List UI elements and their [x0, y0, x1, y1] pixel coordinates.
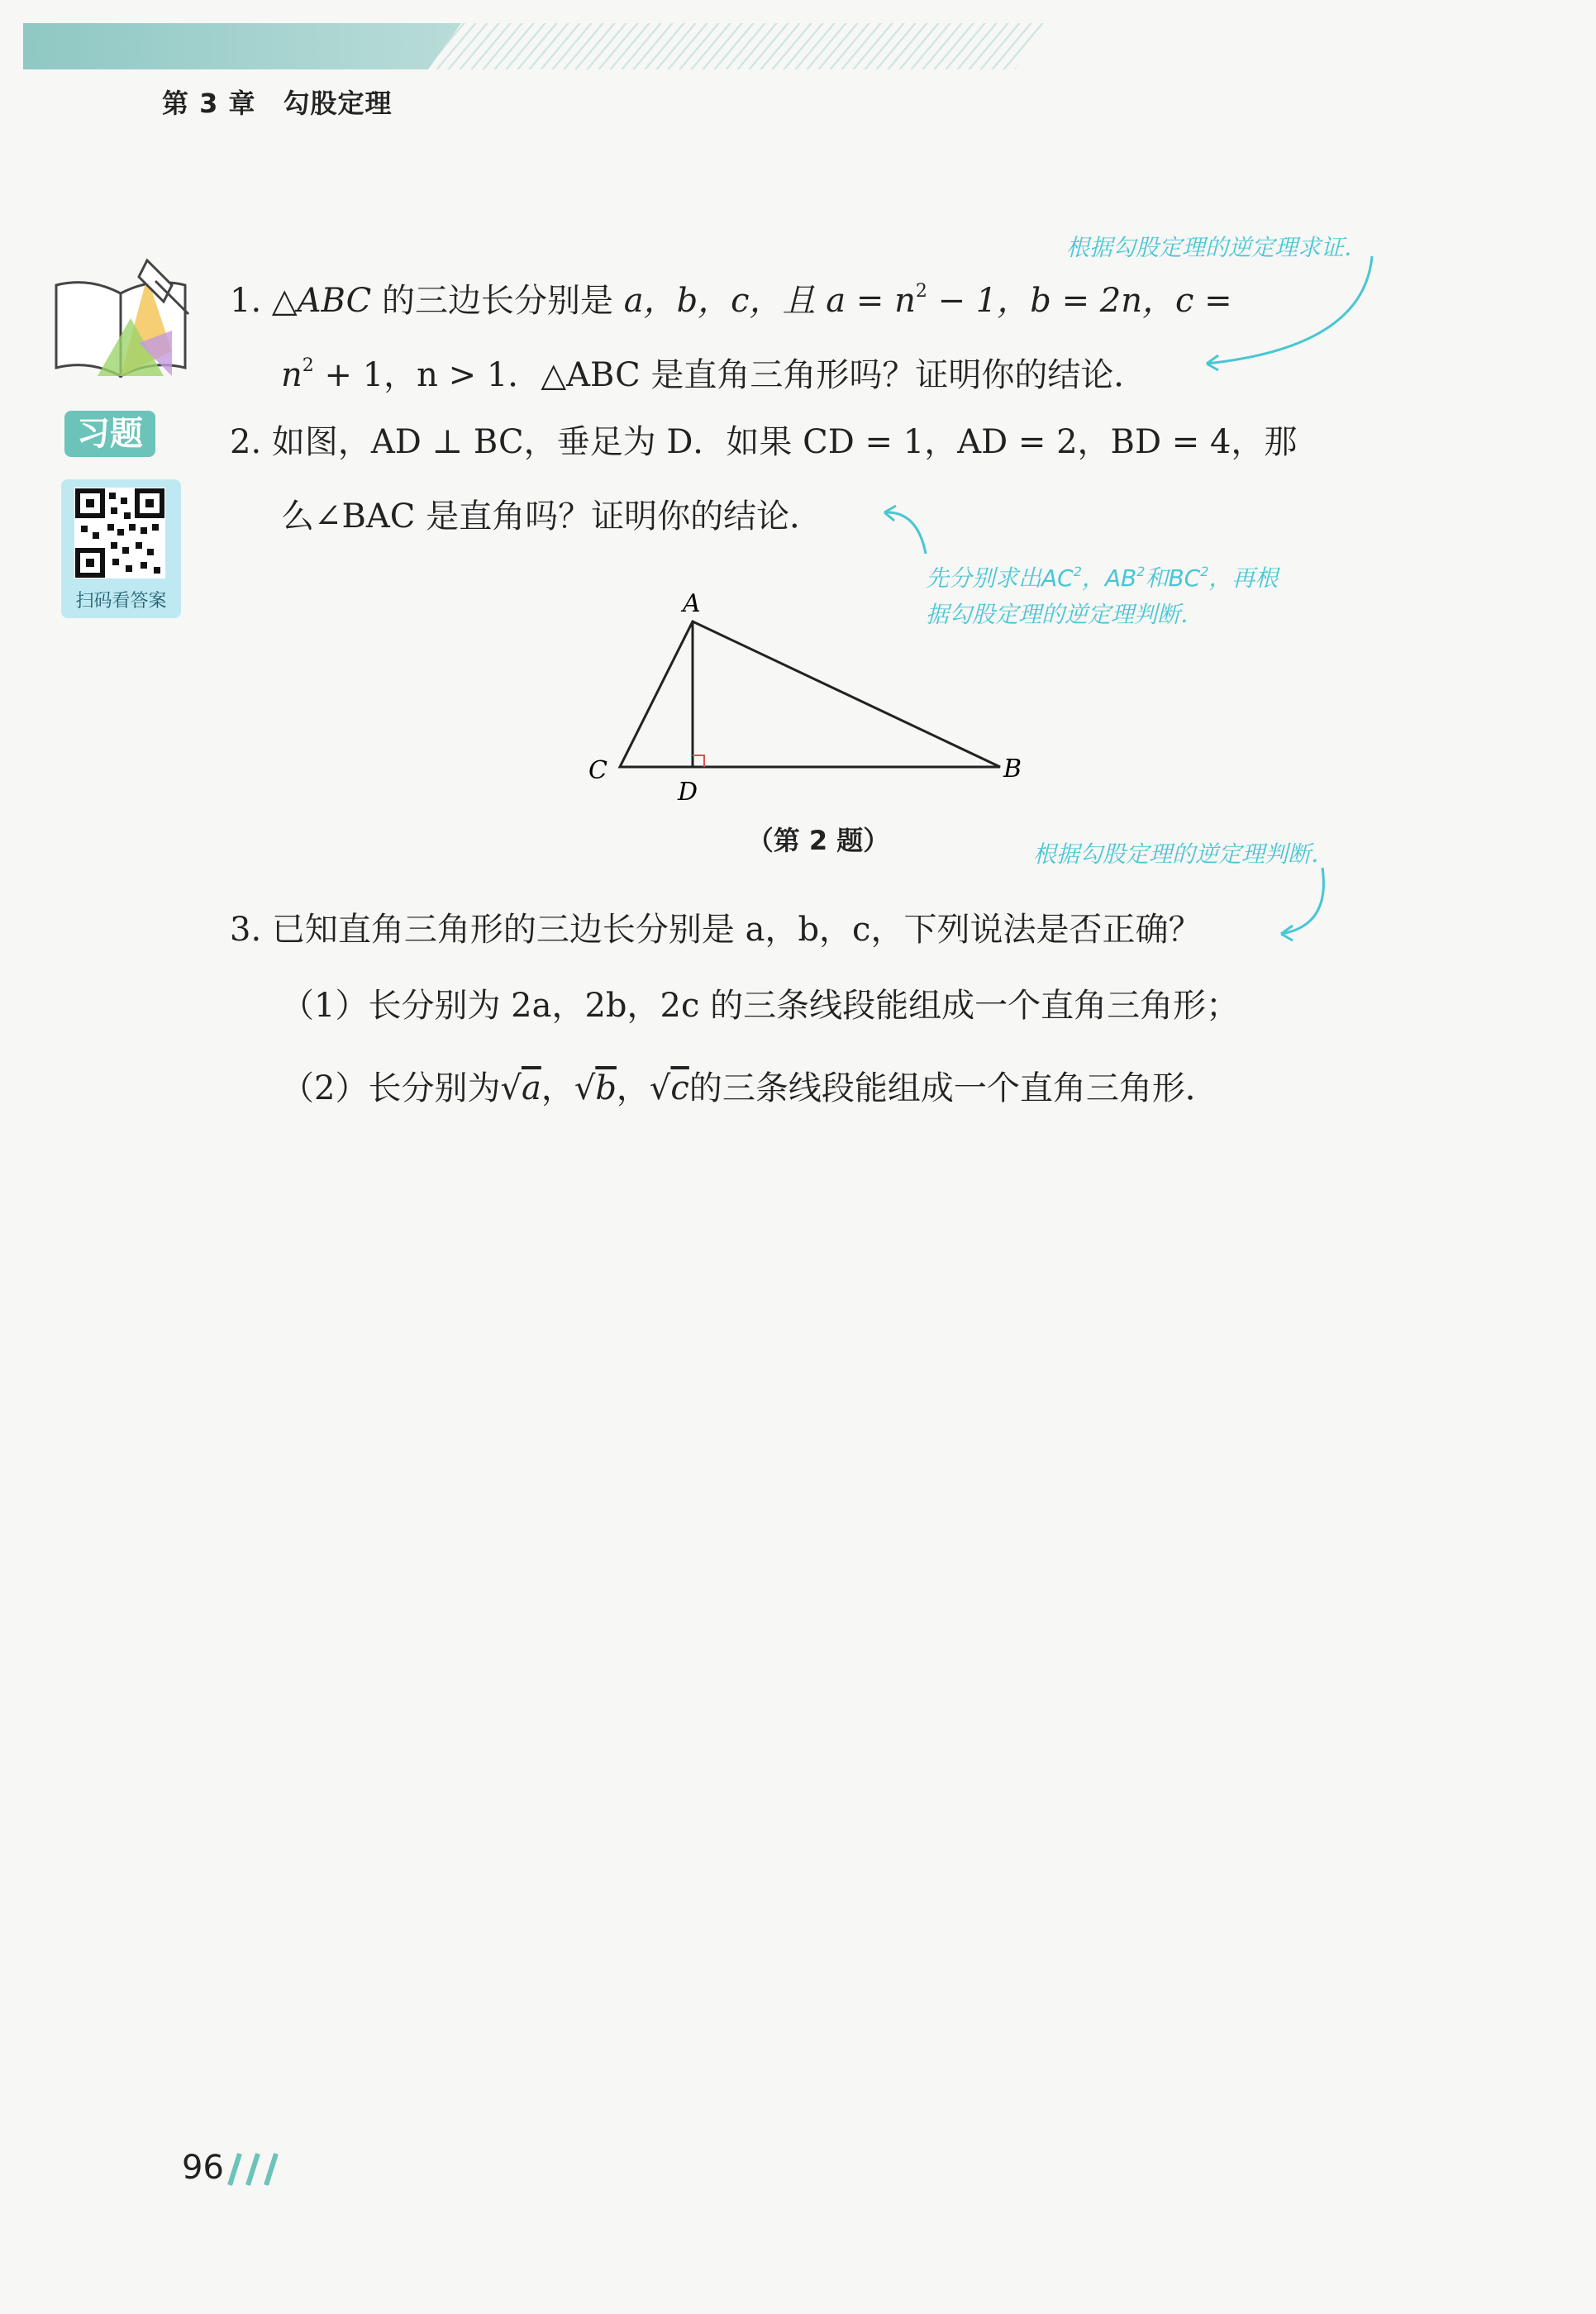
problem-2-line-1 — [230, 421, 1297, 463]
problem-3-sub-2: （2）长分别为√a，√b，√c的三条线段能组成一个直角三角形． — [281, 1069, 1218, 1107]
problem-1-text: 的三边长分别是 — [371, 282, 624, 320]
problem-1-number: 1. — [230, 282, 262, 320]
label-c: C — [588, 756, 607, 785]
label-d: D — [678, 778, 698, 807]
triangle-symbol: △ — [271, 282, 298, 320]
figure-caption: （第 2 题） — [746, 825, 890, 856]
problem-2-text: 如图，AD ⊥ BC，垂足为 D．如果 CD = 1，AD = 2，BD = 4，那 — [271, 423, 1298, 461]
exponent: 2 — [302, 355, 314, 376]
problem-1-rest: − 1，b = 2n，c = — [927, 282, 1232, 320]
problem-3-line-1 — [230, 909, 1201, 950]
exponent: 2 — [915, 281, 927, 302]
sub-2-prefix: （2）长分别为 — [281, 1069, 501, 1107]
right-angle-mark — [693, 755, 704, 767]
sqrt-b-var: b — [595, 1069, 617, 1107]
triangle-name: ABC — [297, 282, 372, 320]
problem-3-text: 已知直角三角形的三边长分别是 a，b，c，下列说法是否正确？ — [271, 911, 1202, 949]
triangle-figure — [570, 578, 1033, 810]
problem-3-hint: 根据勾股定理的逆定理判断． — [1033, 840, 1335, 868]
sqrt-a: √a — [500, 1069, 541, 1107]
hint-arrow-2 — [876, 496, 942, 562]
problem-1-vars: a，b，c，且 a = n — [623, 282, 916, 320]
problem-2-number: 2. — [230, 423, 262, 461]
sqrt-a-var: a — [521, 1069, 541, 1107]
exponent: 2 — [1136, 564, 1146, 579]
hint-part: ，AB — [1081, 564, 1137, 592]
qr-code-icon[interactable] — [74, 488, 165, 578]
label-b: B — [1003, 755, 1022, 783]
page-number-decoration — [225, 2150, 291, 2188]
problem-1-line-2 — [281, 345, 1146, 396]
problem-1-line-1 — [230, 271, 1232, 321]
sqrt-c-var: c — [670, 1069, 689, 1107]
triangle-abc — [620, 621, 1000, 767]
book-icon — [48, 252, 197, 384]
problem-1-line-2-text: + 1，n > 1．△ABC 是直角三角形吗？证明你的结论． — [313, 356, 1147, 394]
var-n: n — [281, 356, 303, 394]
page-number: 96 — [182, 2149, 224, 2187]
problem-3-number: 3. — [230, 911, 262, 949]
exponent: 2 — [1200, 564, 1209, 579]
hint-arrow-1 — [1190, 248, 1405, 372]
hint-part: 先分别求出AC — [926, 564, 1074, 592]
exponent: 2 — [1073, 564, 1082, 579]
problem-3-sub-1: （1）长分别为 2a，2b，2c 的三条线段能组成一个直角三角形； — [281, 987, 1240, 1025]
sub-2-suffix: 的三条线段能组成一个直角三角形． — [688, 1069, 1218, 1107]
exercise-tag: 习题 — [64, 411, 155, 457]
sqrt-b: √b — [574, 1069, 617, 1107]
hint-part: ，再根 — [1208, 564, 1279, 592]
problem-2-line-2: 么∠BAC 是直角吗？证明你的结论． — [281, 498, 823, 536]
header-band — [23, 23, 1577, 69]
sqrt-c: √c — [649, 1069, 689, 1107]
chapter-title: 第 3 章 勾股定理 — [162, 88, 393, 119]
label-a: A — [683, 589, 701, 618]
hint-arrow-3 — [1273, 859, 1372, 942]
problem-1-hint: 根据勾股定理的逆定理求证． — [1066, 234, 1368, 261]
hint-part: 和BC — [1145, 564, 1201, 592]
qr-caption: 扫码看答案 — [75, 591, 167, 612]
qr-block[interactable] — [61, 479, 181, 618]
problem-2-hint-line-2: 据勾股定理的逆定理判断． — [926, 601, 1204, 628]
